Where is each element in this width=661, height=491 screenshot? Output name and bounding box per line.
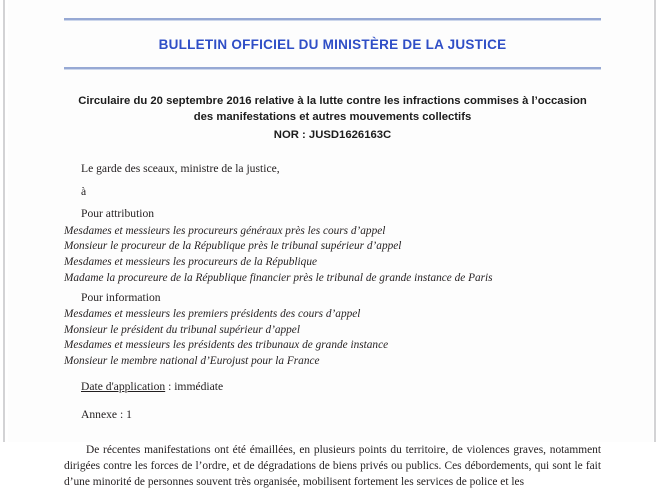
nor-reference: NOR : JUSD1626163C: [273, 128, 392, 141]
date-application-label: Date d'application: [81, 379, 166, 393]
masthead-bottom-rule: [64, 67, 601, 70]
circular-title: [64, 93, 601, 126]
circular-title-line-1: Circulaire du 20 septembre 2016 relative à la lutte contre les infractions commises à l’occasion: [78, 95, 587, 107]
opening-paragraph: De récentes manifestations ont été émaillées, en plusieurs points du territoire, de violences graves, notamment dirigées contre les forces de l’ordre, et de dégradations de biens privés ou publics. Ces débordements, qui sont le fait d’une minorité de personnes souvent très organisée, mobilisent fortement les services de police et les: [64, 444, 601, 489]
list-item: Monsieur le procureur de la République près le tribunal supérieur d’appel: [64, 240, 402, 253]
list-item: Monsieur le membre national d’Eurojust pour la France: [64, 355, 320, 368]
document-page: [8, 0, 653, 489]
attribution-heading: Pour attribution: [81, 207, 155, 221]
annexe-line: Annexe : 1: [81, 408, 132, 422]
information-recipient-list: [64, 307, 601, 370]
scan-edge-left: [3, 0, 5, 442]
list-item: Mesdames et messieurs les procureurs de la République: [64, 256, 317, 269]
date-application-line: [64, 381, 601, 393]
list-item: Monsieur le président du tribunal supérieur d’appel: [64, 323, 300, 336]
masthead-title: BULLETIN OFFICIEL DU MINISTÈRE DE LA JUSTICE: [158, 37, 507, 52]
list-item: Mesdames et messieurs les procureurs généraux près les cours d’appel: [64, 224, 386, 237]
circular-title-line-2: des manifestations et autres mouvements collectifs: [193, 111, 472, 124]
letter-body: [64, 163, 601, 421]
list-item: Madame la procureure de la République financier près le tribunal de grande instance de Paris: [64, 271, 493, 284]
document-content: [64, 0, 601, 491]
signer-line: Le garde des sceaux, ministre de la justice,: [81, 161, 280, 175]
date-application-value: : immédiate: [165, 379, 224, 393]
attribution-recipient-list: [64, 224, 601, 287]
list-item: Mesdames et messieurs les premiers présidents des cours d’appel: [64, 308, 361, 321]
information-heading: Pour information: [81, 290, 161, 304]
addressed-to-marker: à: [81, 184, 87, 198]
scan-edge-right: [654, 0, 656, 442]
list-item: Mesdames et messieurs les présidents des tribunaux de grande instance: [64, 339, 389, 352]
